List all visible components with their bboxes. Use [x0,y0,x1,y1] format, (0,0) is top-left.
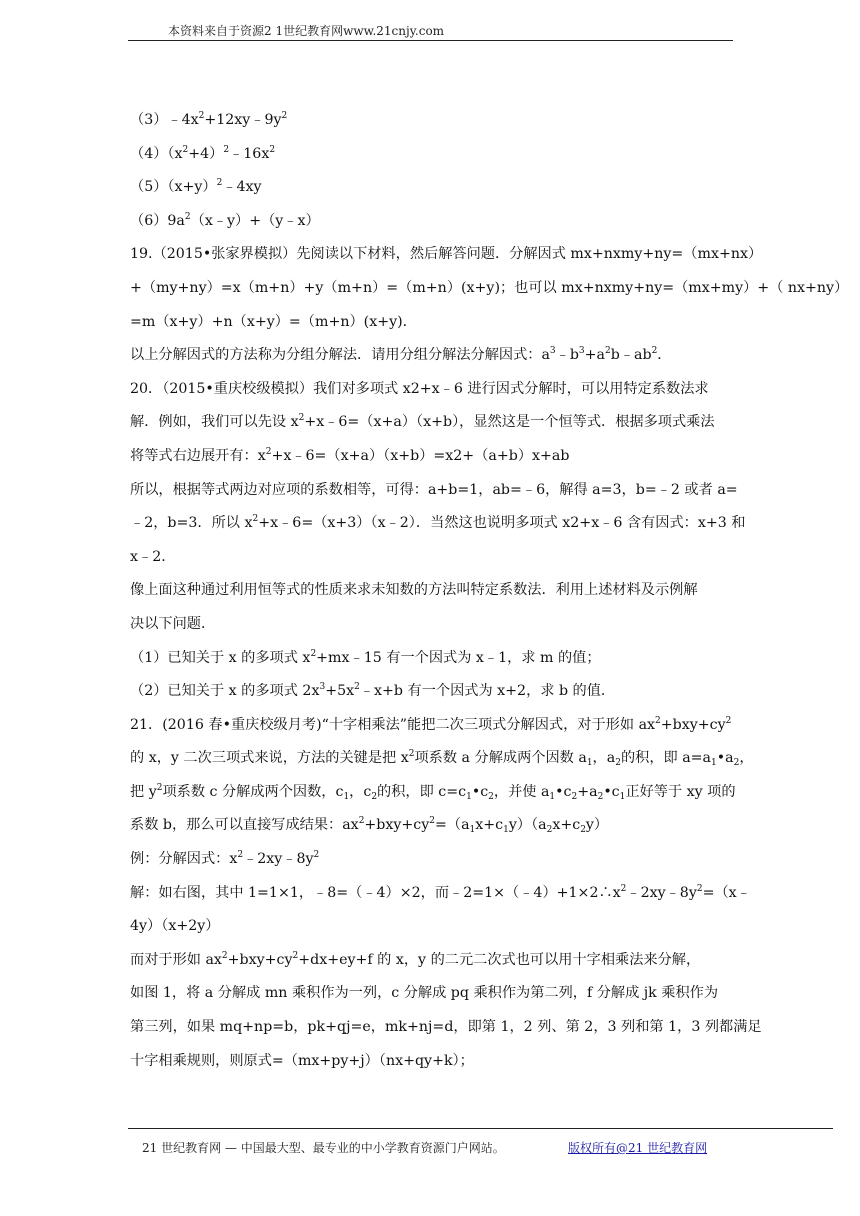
problem-21-line: 把 $y^2$项系数 c 分解成两个因数，$c_1$，$c_2$的积，即 $c=c_1•c_2$，并使 $a_1•c_2+a_2•c_1$正好等于 xy 项的 [130,782,736,802]
problem-21-solution: 解：如右图，其中 1=1×1，﹣8=（﹣4）×2，而$﹣2=1\times(﹣4)+1\times 2\therefore x^2﹣2xy﹣8y^2=(x﹣$ [130,883,751,901]
page-header [128,22,733,41]
problem-21-example: 例：分解因式：$x^2﹣2xy﹣8y^2$ [130,850,320,868]
problem-19-line: +（my+ny）=x（m+n）+y（m+n）=（m+n）(x+y)；也可以 mx+nxmy+ny=（mx+my）+（ nx+ny） [130,279,849,296]
problem-20-line: 决以下问题． [130,615,216,632]
problem-20-line: x﹣2． [130,548,176,565]
problem-20-part-1: （1）已知关于 x 的多项式 $x^2+mx﹣15$ 有一个因式为 x﹣1，求 m 的值； [130,648,601,666]
problem-21-line: 21．(2016 春•重庆校级月考)“十字相乘法”能把二次三项式分解因式，对于形如 $ax^2+bxy+cy^2$ [130,715,732,733]
problem-19-line: =m（x+y）+n（x+y）=（m+n）(x+y)． [130,313,417,330]
problem-20-line: 20．（2015•重庆校级模拟）我们对多项式 x2+x﹣6 进行因式分解时，可以用特定系数法求 [130,380,709,397]
footer-text: 21 世纪教育网 — 中国最大型、最专业的中小学教育资源门户网站。 [142,1141,505,1155]
problem-19-question: 以上分解因式的方法称为分组分解法．请用分组分解法分解因式：$a^3﹣b^3+a^2b﹣ab^2$． [130,346,672,364]
problem-19-line: 19.（2015•张家界模拟）先阅读以下材料，然后解答问题．分解因式 mx+nxmy+ny=（mx+nx） [130,246,763,263]
copyright-link[interactable]: 版权所有@21 世纪教育网 [568,1141,708,1155]
problem-20-line: 解．例如，我们可以先设 $x^2+x﹣6=(x+a)(x+b)$，显然这是一个恒等式．根据多项式乘法 [130,413,715,431]
problem-18-part-4: $(4)(x^2+4)^2﹣16x^2$ [130,144,276,162]
header-text: 本资料来自于资源2 1世纪教育网www.21cnjy.com [168,24,445,38]
problem-18-part-6: $(6)9a^2(x﹣y)+(y﹣x)$ [130,211,320,229]
page-footer [128,1128,833,1155]
problem-21-line: 系数 b，那么可以直接写成结果：$ax^2+bxy+cy^2=(a_1x+c_1y)(a_2x+c_2y)$ [130,816,609,836]
problem-21-line: 的 x，y 二次三项式来说，方法的关键是把 $x^2$项系数 a 分解成两个因数 $a_1$，$a_2$的积，即 $a=a_1•a_2$， [130,749,754,769]
problem-21-line: 十字相乘规则，则原式=（mx+py+j）（nx+qy+k）； [130,1052,474,1069]
problem-21-solution: 4y）（x+2y） [130,918,220,935]
document-body [130,104,849,1078]
problem-21-line: 而对于形如 $ax^2+bxy+cy^2+dx+ey+f$ 的 x，y 的二元二次式也可以用十字相乘法来分解， [130,950,701,968]
problem-20-line: 将等式右边展开有：$x^2+x﹣6=(x+a)(x+b)=x2+(a+b)x+ab$ [130,446,570,464]
problem-20-line: 所以，根据等式两边对应项的系数相等，可得：a+b=1，ab=﹣6，解得 a=3，b=﹣2 或者 a= [130,481,738,498]
problem-21-line: 如图 1，将 a 分解成 mn 乘积作为一列，c 分解成 pq 乘积作为第二列，f 分解成 jk 乘积作为 [130,985,719,1002]
problem-20-line: 像上面这种通过利用恒等式的性质来求未知数的方法叫特定系数法．利用上述材料及示例解 [130,582,698,599]
problem-20-part-2: （2）已知关于 x 的多项式 $2x^3+5x^2﹣x+b$ 有一个因式为 x+2，求 b 的值． [130,682,616,700]
problem-18-part-5: $(5)(x+y)^2﹣4xy$ [130,178,262,196]
problem-21-line: 第三列，如果 mq+np=b，pk+qj=e，mk+nj=d，即第 1，2 列、第 2，3 列和第 1，3 列都满足 [130,1019,762,1036]
problem-18-part-3: $(3)﹣4x^2+12xy﹣9y^2$ [130,111,288,128]
problem-20-line: ﹣2，b=3．所以 $x^2+x﹣6=(x+3)(x﹣2)$．当然这也说明多项式 x2+x﹣6 含有因式：x+3 和 [130,514,746,532]
